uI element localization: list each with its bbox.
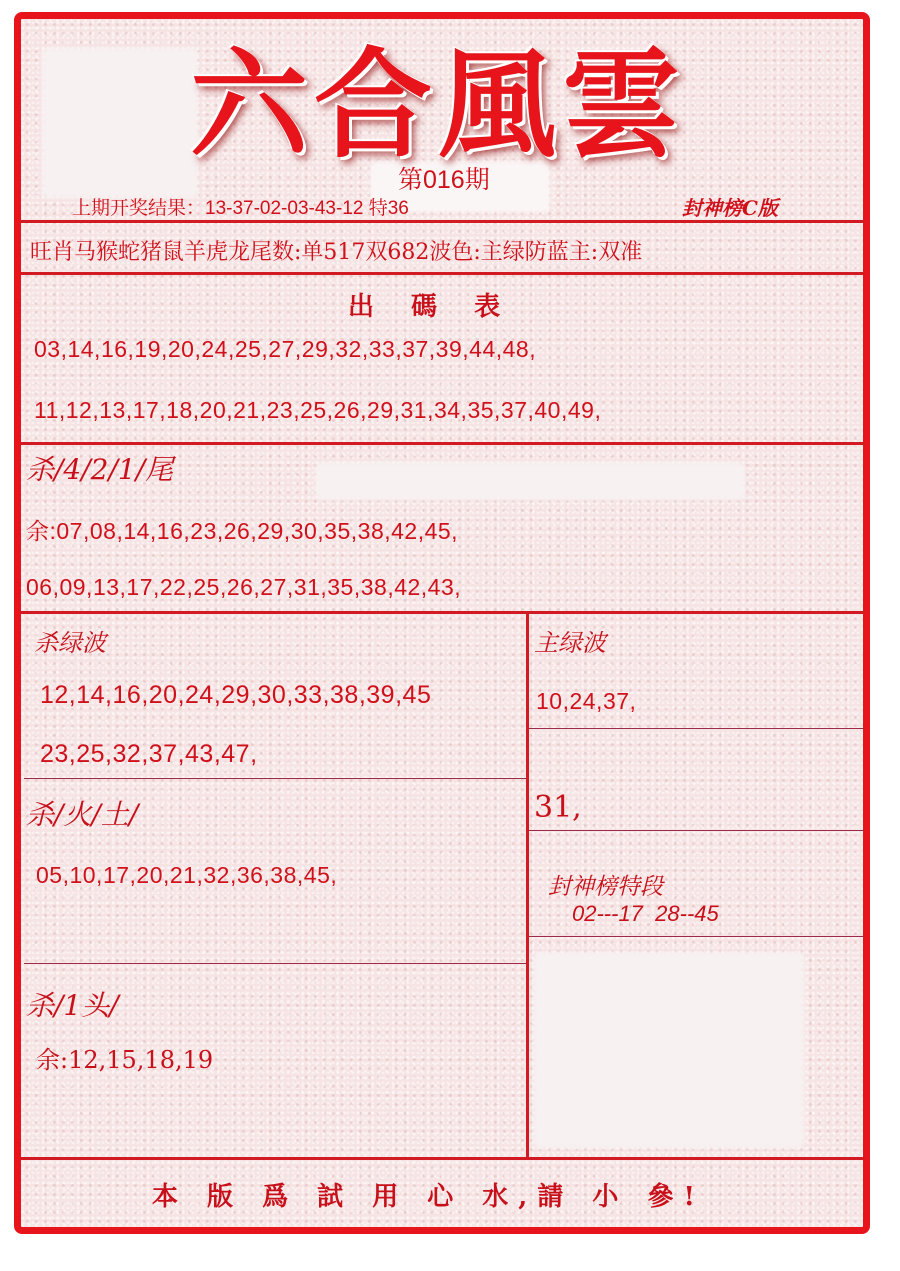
kill-head-row-1: 余:12,15,18,19 xyxy=(36,1046,214,1074)
divider-right-1 xyxy=(529,728,864,729)
divider-left-2 xyxy=(24,963,526,964)
divider-left-1 xyxy=(24,778,526,779)
main-green-heading: 主绿波 xyxy=(534,629,606,657)
code-table-heading: 出 碼 表 xyxy=(348,292,515,322)
footer-note: 本 版 爲 試 用 心 水,請 小 參! xyxy=(152,1182,705,1212)
special-segment-row-1: 02---17 28--45 xyxy=(572,901,719,926)
code-table-row-1: 03,14,16,19,20,24,25,27,29,32,33,37,39,44,48, xyxy=(34,336,537,362)
kill-green-row-2: 23,25,32,37,43,47, xyxy=(40,740,258,768)
kill-tail-heading: 杀/4/2/1/尾 xyxy=(26,453,174,486)
divider-code-table xyxy=(21,442,865,445)
main-green-row-1: 10,24,37, xyxy=(536,688,637,714)
page-title: 六合風雲 xyxy=(190,35,687,174)
kill-head-heading: 杀/1头/ xyxy=(26,989,119,1022)
kill-green-row-1: 12,14,16,20,24,29,30,33,38,39,45 xyxy=(40,681,432,709)
column-divider xyxy=(526,614,529,1157)
kill-fire-earth-row-1: 05,10,17,20,21,32,36,38,45, xyxy=(36,862,338,888)
blurred-banner-area xyxy=(315,462,745,500)
issue-number: 第016期 xyxy=(398,166,490,194)
divider-header xyxy=(21,220,865,223)
summary-line: 旺肖马猴蛇猪鼠羊虎龙尾数:单517双682波色:主绿防蓝主:双准 xyxy=(30,240,643,265)
divider-footer xyxy=(21,1157,865,1160)
kill-tail-row-2: 06,09,13,17,22,25,26,27,31,35,38,42,43, xyxy=(26,574,462,600)
kill-fire-earth-heading: 杀/火/土/ xyxy=(26,798,139,831)
special-segment-heading: 封神榜特段 xyxy=(548,874,663,900)
blurred-ad-area xyxy=(534,952,804,1148)
last-draw-result: 上期开奖结果：13-37-02-03-43-12 特36 xyxy=(72,198,409,219)
divider-summary xyxy=(21,272,865,275)
kill-tail-row-1: 余:07,08,14,16,23,26,29,30,35,38,42,45, xyxy=(26,518,459,544)
edition-label: 封神榜C版 xyxy=(682,196,778,220)
divider-right-2 xyxy=(529,830,864,831)
featured-number: 31, xyxy=(534,790,582,825)
divider-right-3 xyxy=(529,936,864,937)
divider-kill-tail xyxy=(21,611,865,614)
code-table-row-2: 11,12,13,17,18,20,21,23,25,26,29,31,34,35,37,40,49, xyxy=(34,397,602,423)
kill-green-heading: 杀绿波 xyxy=(34,629,106,657)
blurred-logo-area xyxy=(42,48,198,198)
